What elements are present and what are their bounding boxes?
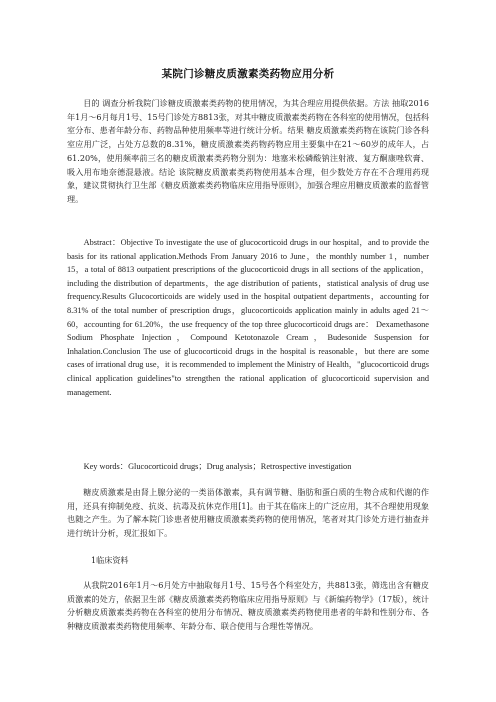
keywords: Key words：Glucocorticoid drugs；Drug analysis；Retrospective investigation <box>83 462 352 471</box>
clinical-data-paragraph: 从我院2016年1月～6月处方中抽取每月1号、15号各个科室处方，共8813张，筛选出含有糖皮质激素的处方，依据卫生部《糖皮质激素类药物临床应用指导原则》与《新编药物学》（17版），统计分析糖皮质激素类药物在各科室的使用分布情况、糖皮质激素类药物使用患者的年龄和性别分布、各种糖皮质激素类药物使用频率、年龄分布、联合使用与合理性等情况。 <box>67 580 429 632</box>
introduction-paragraph: 糖皮质激素是由肾上腺分泌的一类甾体激素，具有调节糖、脂肪和蛋白质的生物合成和代谢的作用，还具有抑制免疫、抗炎、抗毒及抗休克作用[1]。由于其在临床上的广泛应用，其不合理使用现象也随之产生。为了解本院门诊患者使用糖皮质激素类药物的使用情况，笔者对其门诊处方进行抽查并进行统计分析，现汇报如下。 <box>67 487 429 539</box>
section-heading-clinical-data: 1临床资料 <box>91 555 129 565</box>
abstract-english: Abstract：Objective To investigate the use of glucocorticoid drugs in our hospital，and to provide the basis for its rational application.Methods From January 2016 to June，the monthly number 1，number 15，a total of 8813 outpatient prescriptions of the glucocorticoid drugs in all sections of the application，including the distribution of departments，the age distribution of patients，statistical analysis of drug use frequency.Results Glucocorticoids are widely used in the hospital outpatient departments，accounting for 8.31% of the total number of prescription drugs，glucocorticoids application mainly in adults aged 21～60，accounting for 61.20%，the use frequency of the top three glucocorticoid drugs are： Dexamethasone Sodium Phosphate Injection，Compound Ketotonazole Cream，Budesonide Suspension for Inhalation.Conclusion The use of glucocorticoid drugs in the hospital is reasonable，but there are some cases of irrational drug use，it is recommended to implement the Ministry of Health，"glucocorticoid drugs clinical application guidelines"to strengthen the rational application of glucocorticoid supervision and management. <box>67 238 429 397</box>
paper-title: 某院门诊糖皮质激素类药物应用分析 <box>161 68 335 80</box>
abstract-chinese: 目的 调查分析我院门诊糖皮质激素类药物的使用情况，为其合理应用提供依据。方法 抽取2016年1月～6月每月1号、15号门诊处方8813张，对其中糖皮质激素类药物在各科室的使用情况，包括科室分布、患者年龄分布、药物品种使用频率等进行统计分析。结果 糖皮质激素类药物在该院门诊各科室应用广泛，占处方总数的8.31%，糖皮质激素类药物药物应用主要集中在21～60岁的成年人，占61.20%，使用频率前三名的糖皮质激素类药物分别为：地塞米松磷酸钠注射液、复方酮康唑软膏、吸入用布地奈德混悬液。结论 该院糖皮质激素类药物使用基本合理，但少数处方存在不合理用药现象，建议贯彻执行卫生部《糖皮质激素类药物临床应用指导原则》，加强合理应用糖皮质激素的监督管理。 <box>67 98 430 204</box>
